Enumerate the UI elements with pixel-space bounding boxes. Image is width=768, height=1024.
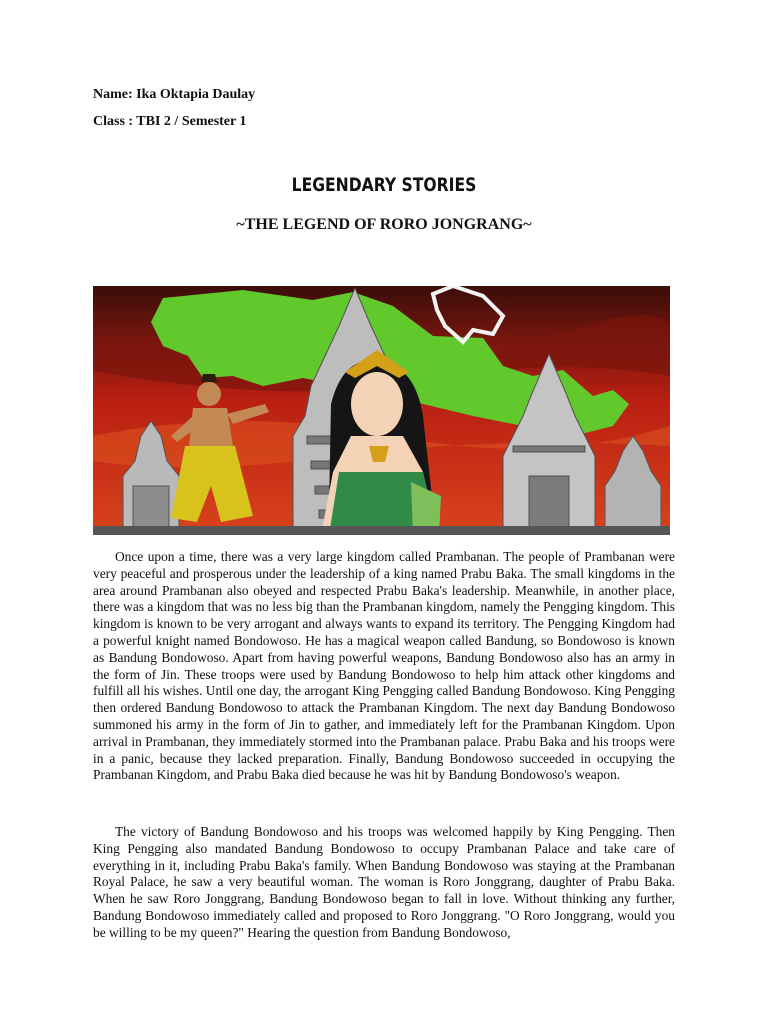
story-paragraph-1: Once upon a time, there was a very large kingdom called Prambanan. The people of Prambanan were very peaceful and prosperous under the leadership of a king named Prabu Baka. The small kingdoms in the area around Prambanan also obeyed and respected Prabu Baka's leadership. Meanwhile, in another place, there was a kingdom that was no less big than the Prambanan kingdom, namely the Pengging kingdom. This kingdom is known to be very arrogant and always wants to expand its territory. The Pengging Kingdom had a powerful knight named Bondowoso. He has a magical weapon called Bandung, so Bondowoso is known as Bandung Bondowoso. Apart from having powerful weapons, Bandung Bondowoso also has an army in the form of Jin. These troops were used by Bandung Bondowoso to help him attack other kingdoms and fulfill all his wishes. Until one day, the arrogant King Pengging called Bandung Bondowoso. King Pengging then ordered Bandung Bondowoso to attack the Prambanan Kingdom. The next day Bandung Bondowoso summoned his army in the form of Jin to gather, and immediately left for the Prambanan Kingdom. Upon arrival in Prambanan, they immediately stormed into the Prambanan palace. Prabu Baka and his troops were in a panic, because they lacked preparation. Finally, Bandung Bondowoso succeeded in occupying the Prambanan Kingdom, and Prabu Baka died because he was hit by Bandung Bondowoso's weapon. [93,549,675,783]
document-title: LEGENDARY STORIES [291,174,477,196]
document-subtitle: ~THE LEGEND OF RORO JONGRANG~ [236,216,532,233]
story-paragraph-2: The victory of Bandung Bondowoso and his troops was welcomed happily by King Pengging. Then King Pengging also mandated Bandung Bondowoso to occupy Prambanan Palace and take care of everything in it, including Prabu Baka's family. When Bandung Bondowoso was staying at the Prambanan Royal Palace, he saw a very beautiful woman. The woman is Roro Jonggrang, daughter of Prabu Baka. When he saw Roro Jonggrang, Bandung Bondowoso began to fall in love. Without thinking any further, Bandung Bondowoso immediately called and proposed to Roro Jonggrang. "O Roro Jonggrang, would you be willing to be my queen?" Hearing the question from Bandung Bondowoso, [93,824,675,940]
student-name: Name: Ika Oktapia Daulay [93,87,256,102]
illustration-svg [93,286,670,535]
legend-illustration [93,286,670,535]
ground [93,526,670,535]
student-class: Class : TBI 2 / Semester 1 [93,114,247,129]
